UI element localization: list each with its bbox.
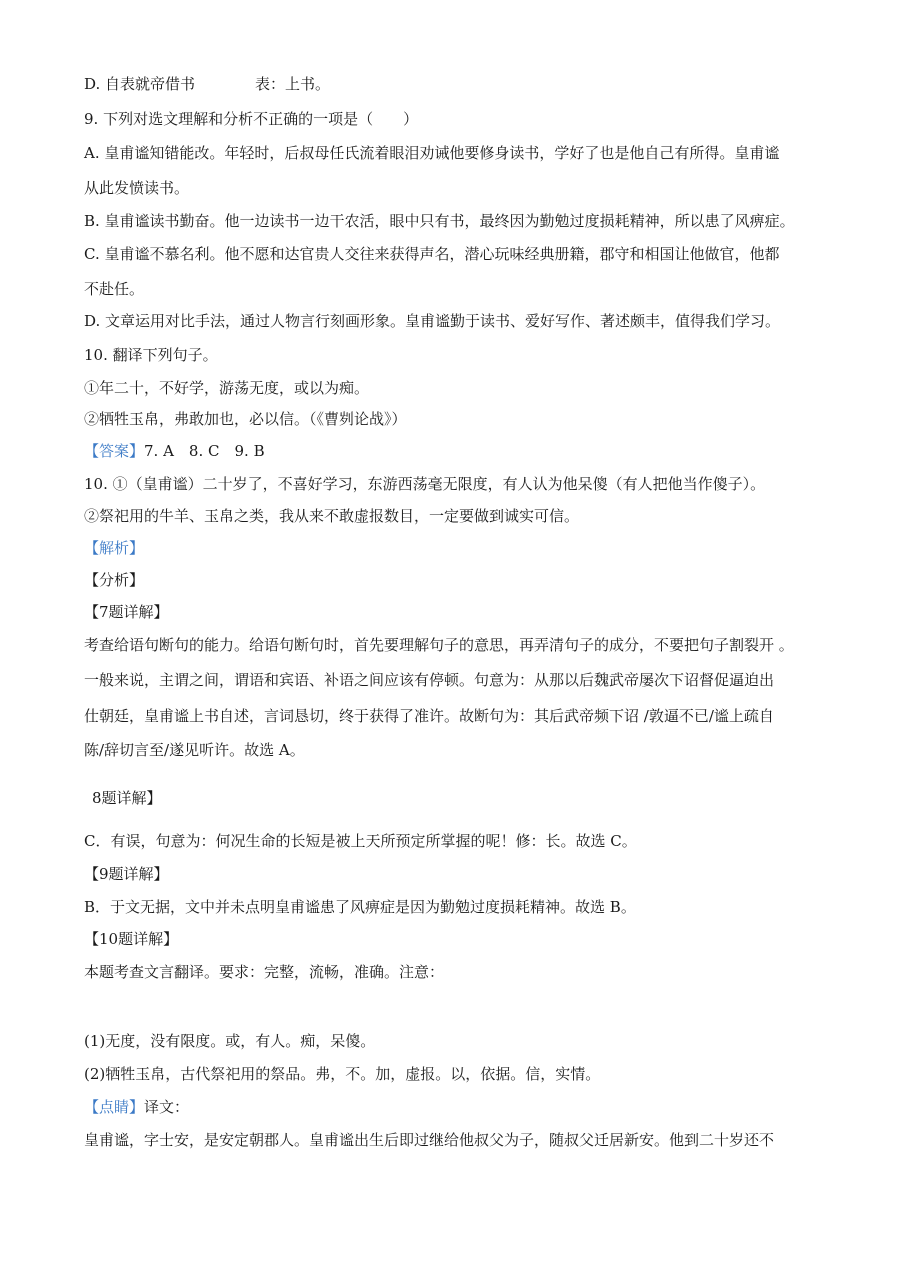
dianjing-line: [84, 1097, 189, 1117]
q10-sentence-2: ②牺牲玉帛，弗敢加也，必以信。（《曹刿论战》）: [84, 410, 407, 428]
q7-detail-line-4: 陈/辞切言至/遂见听许。故选 A。: [84, 741, 305, 759]
answer-values: 7. A 8. C 9. B: [144, 442, 265, 460]
question-9: 9. 下列对选文理解和分析不正确的一项是（ ）: [84, 110, 419, 128]
q7-detail-line-2: 一般来说，主谓之间，谓语和宾语、补语之间应该有停顿。句意为：从那以后魏武帝屡次下诏督促逼迫出: [84, 671, 775, 689]
q10-sentence-1: ①年二十，不好学，游荡无度，或以为痴。: [84, 379, 370, 397]
q9-option-c-cont: 不赴任。: [84, 280, 145, 298]
q10-detail-heading: 【10题详解】: [84, 930, 179, 948]
q10-note-2: (2)牺牲玉帛，古代祭祀用的祭品。弗，不。加，虚报。以，依据。信，实情。: [84, 1065, 601, 1083]
q7-detail-heading: 【7题详解】: [84, 603, 169, 621]
q9-option-a-cont: 从此发愤读书。: [84, 179, 190, 197]
q9-option-c: C. 皇甫谧不慕名利。他不愿和达官贵人交往来获得声名，潜心玩味经典册籍，郡守和相国让他做官，他都: [84, 245, 780, 263]
q8-detail-heading: 8题详解】: [92, 789, 162, 807]
analysis-tag: 【解析】: [84, 539, 145, 557]
answer-line: [84, 441, 265, 461]
answer-tag: 【答案】: [84, 442, 145, 460]
q7-detail-line-3: 仕朝廷，皇甫谧上书自述，言词恳切，终于获得了准许。故断句为：其后武帝频下诏 /敦逼不已/谧上疏自: [84, 707, 774, 725]
translation-label: 译文：: [144, 1098, 190, 1116]
dianjing-tag: 【点睛】: [84, 1098, 145, 1116]
q8-detail-line: C．有误，句意为：何况生命的长短是被上天所预定所掌握的呢！修：长。故选 C。: [84, 832, 637, 850]
q9-option-d: D. 文章运用对比手法，通过人物言行刻画形象。皇甫谧勤于读书、爱好写作、著述颇丰，值得我们学习。: [84, 312, 781, 330]
q9-detail-heading: 【9题详解】: [84, 865, 169, 883]
answer-10-line-2: ②祭祀用的牛羊、玉帛之类，我从来不敢虚报数目，一定要做到诚实可信。: [84, 507, 580, 525]
translation-line-1: 皇甫谧，字士安，是安定朝郡人。皇甫谧出生后即过继给他叔父为子，随叔父迁居新安。他到二十岁还不: [84, 1131, 775, 1149]
q9-option-a: A. 皇甫谧知错能改。年轻时，后叔母任氏流着眼泪劝诫他要修身读书，学好了也是他自己有所得。皇甫谧: [84, 144, 780, 162]
q10-detail-intro: 本题考查文言翻译。要求：完整，流畅，准确。注意：: [84, 963, 445, 981]
option-d-note: 表：上书。: [255, 75, 331, 93]
q7-detail-line-1: 考查给语句断句的能力。给语句断句时，首先要理解句子的意思，再弄清句子的成分，不要把句子割裂开 。: [84, 636, 794, 654]
question-10: 10. 翻译下列句子。: [84, 346, 218, 364]
fenxi-heading: 【分析】: [84, 571, 145, 589]
option-d-text: D. 自表就帝借书: [84, 75, 196, 93]
q9-option-b: B. 皇甫谧读书勤奋。他一边读书一边干农活，眼中只有书，最终因为勤勉过度损耗精神，所以患了风痹症。: [84, 212, 795, 230]
q10-note-1: (1)无度，没有限度。或，有人。痴，呆傻。: [84, 1032, 376, 1050]
answer-10-line-1: 10. ①（皇甫谧）二十岁了，不喜好学习，东游西荡毫无限度，有人认为他呆傻（有人把他当作傻子）。: [84, 475, 766, 493]
option-d-line: [84, 74, 330, 94]
q9-detail-line: B．于文无据，文中并未点明皇甫谧患了风痹症是因为勤勉过度损耗精神。故选 B。: [84, 898, 636, 916]
